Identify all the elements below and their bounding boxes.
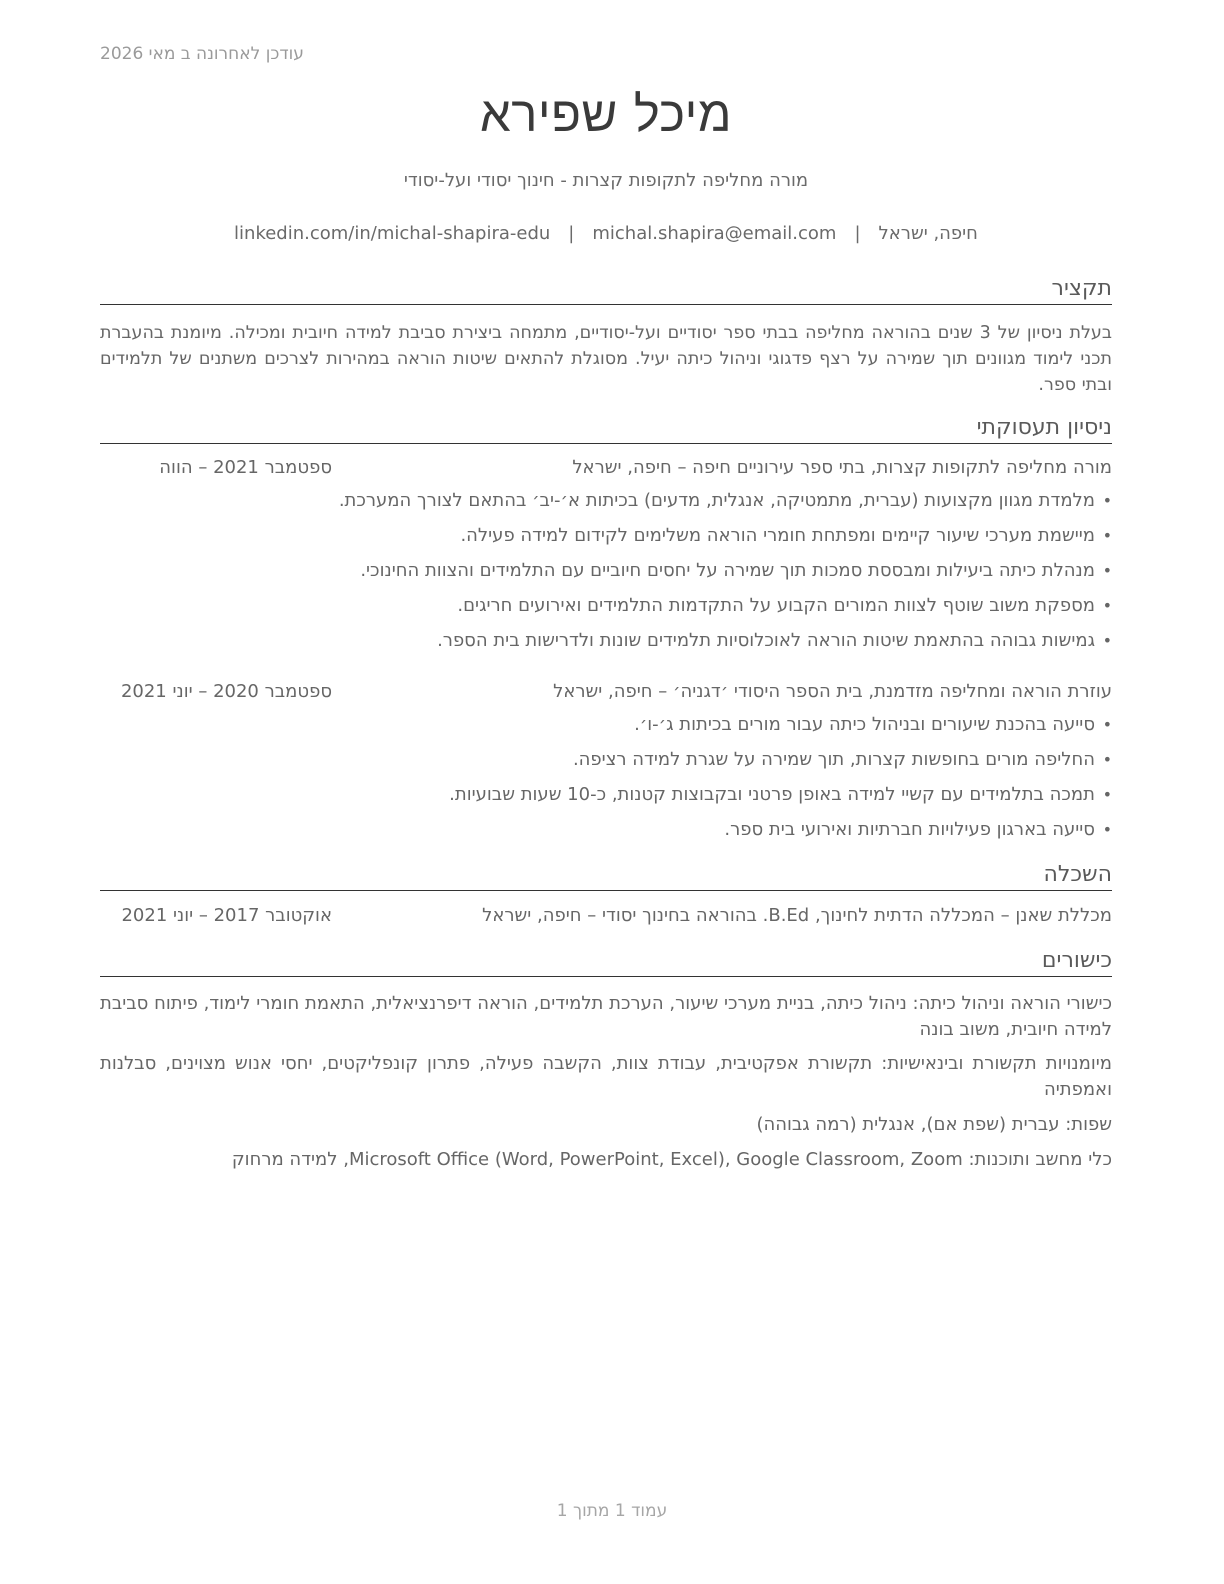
job-role: מורה מחליפה לתקופות קצרות, בתי ספר עירוניים חיפה – חיפה, ישראל <box>572 457 1112 478</box>
candidate-title: מורה מחליפה לתקופות קצרות - חינוך יסודי ועל-יסודי <box>403 170 809 191</box>
skill-line: כלי מחשב ותוכנות: Microsoft Office (Word, PowerPoint, Excel), Google Classroom, Zoom, למידה מרחוק <box>231 1149 1112 1170</box>
summary-text: בעלת ניסיון של 3 שנים בהוראה מחליפה בבתי ספר יסודיים ועל-יסודיים, מתמחה ביצירת סביבת למידה חיובית ומכילה. מיומנת בהעברת תכני לימוד מגוונים תוך שמירה על רצף פדגוגי וניהול כיתה יעיל. מסוגלת להתאים שיטות הוראה במהירות לצרכים משתנים של תלמידים ובתי ספר. <box>100 323 1113 395</box>
section-title-skills: כישורים <box>100 947 1112 977</box>
job-dates: ספטמבר 2020 – יוני 2021 <box>120 681 332 702</box>
job-header <box>100 457 1112 483</box>
bullet-dot-icon: • <box>1102 596 1112 615</box>
bullet-dot-icon: • <box>1102 785 1112 804</box>
page-number: עמוד 1 מתוך 1 <box>556 1501 668 1521</box>
job-bullets <box>100 707 1112 847</box>
resume-page <box>100 0 1112 1584</box>
job-header <box>100 681 1112 707</box>
bullet-dot-icon: • <box>1102 526 1112 545</box>
education-entry <box>100 905 1112 931</box>
job-dates: ספטמבר 2021 – הווה <box>159 457 332 478</box>
bullet-dot-icon: • <box>1102 631 1112 650</box>
bullet-dot-icon: • <box>1102 491 1112 510</box>
list-item <box>100 742 1112 777</box>
job-bullets <box>100 483 1112 658</box>
bullet-text: תמכה בתלמידים עם קשיי למידה באופן פרטני ובקבוצות קטנות, כ-10 שעות שבועיות. <box>449 784 1095 805</box>
bullet-text: מלמדת מגוון מקצועות (עברית, מתמטיקה, אנגלית, מדעים) בכיתות א׳-יב׳ בהתאם לצורך המערכת. <box>338 490 1095 511</box>
list-item <box>100 518 1112 553</box>
list-item <box>100 707 1112 742</box>
list-item <box>100 588 1112 623</box>
bullet-dot-icon: • <box>1102 715 1112 734</box>
bullet-text: גמישות גבוהה בהתאמת שיטות הוראה לאוכלוסיות תלמידים שונות ולדרישות בית הספר. <box>437 630 1095 651</box>
contact-location: חיפה, ישראל <box>878 223 978 244</box>
list-item <box>100 553 1112 588</box>
bullet-text: החליפה מורים בחופשות קצרות, תוך שמירה על שגרת למידה רציפה. <box>572 749 1095 770</box>
bullet-text: סייעה בארגון פעילויות חברתיות ואירועי בית ספר. <box>724 819 1095 840</box>
section-title-experience: ניסיון תעסוקתי <box>100 414 1112 444</box>
bullet-dot-icon: • <box>1102 750 1112 769</box>
bullet-text: מיישמת מערכי שיעור קיימים ומפתחת חומרי הוראה משלימים לקידום למידה פעילה. <box>460 525 1095 546</box>
bullet-text: מנהלת כיתה ביעילות ומבססת סמכות תוך שמירה על יחסים חיוביים עם התלמידים והצוות החינוכי. <box>360 560 1095 581</box>
list-item <box>100 812 1112 847</box>
education-text: מכללת שאנן – המכללה הדתית לחינוך, B.Ed. בהוראה בחינוך יסודי – חיפה, ישראל <box>482 905 1112 926</box>
contact-separator: | <box>568 223 575 244</box>
skill-line: שפות: עברית (שפת אם), אנגלית (רמה גבוהה) <box>756 1114 1112 1135</box>
skill-line: מיומנויות תקשורת ובינאישיות: תקשורת אפקטיבית, עבודת צוות, הקשבה פעילה, פתרון קונפליקטים, יחסי אנוש מצוינים, סבלנות ואמפתיה <box>100 1053 1112 1100</box>
section-title-summary: תקציר <box>100 275 1112 305</box>
education-dates: אוקטובר 2017 – יוני 2021 <box>121 905 332 926</box>
list-item <box>100 623 1112 658</box>
last-updated-note: עודכן לאחרונה ב מאי 2026 <box>100 44 304 64</box>
bullet-text: מספקת משוב שוטף לצוות המורים הקבוע על התקדמות התלמידים ואירועים חריגים. <box>457 595 1095 616</box>
bullet-text: סייעה בהכנת שיעורים ובניהול כיתה עבור מורים בכיתות ג׳-ו׳. <box>634 714 1095 735</box>
candidate-name: מיכל שפירא <box>479 86 732 143</box>
list-item <box>100 483 1112 518</box>
bullet-dot-icon: • <box>1102 561 1112 580</box>
section-title-education: השכלה <box>100 861 1112 891</box>
contact-separator: | <box>854 223 861 244</box>
contact-linkedin[interactable]: linkedin.com/in/michal-shapira-edu <box>234 223 551 244</box>
contact-line <box>100 223 1112 244</box>
job-role: עוזרת הוראה ומחליפה מזדמנת, בית הספר היסודי ׳דגניה׳ – חיפה, ישראל <box>553 681 1112 702</box>
skill-line: כישורי הוראה וניהול כיתה: ניהול כיתה, בניית מערכי שיעור, הערכת תלמידים, הוראה דיפרנציאלית, התאמת חומרי לימוד, פיתוח סביבת למידה חיובית, משוב בונה <box>100 993 1112 1040</box>
contact-email[interactable]: michal.shapira@email.com <box>592 223 837 244</box>
list-item <box>100 777 1112 812</box>
bullet-dot-icon: • <box>1102 820 1112 839</box>
